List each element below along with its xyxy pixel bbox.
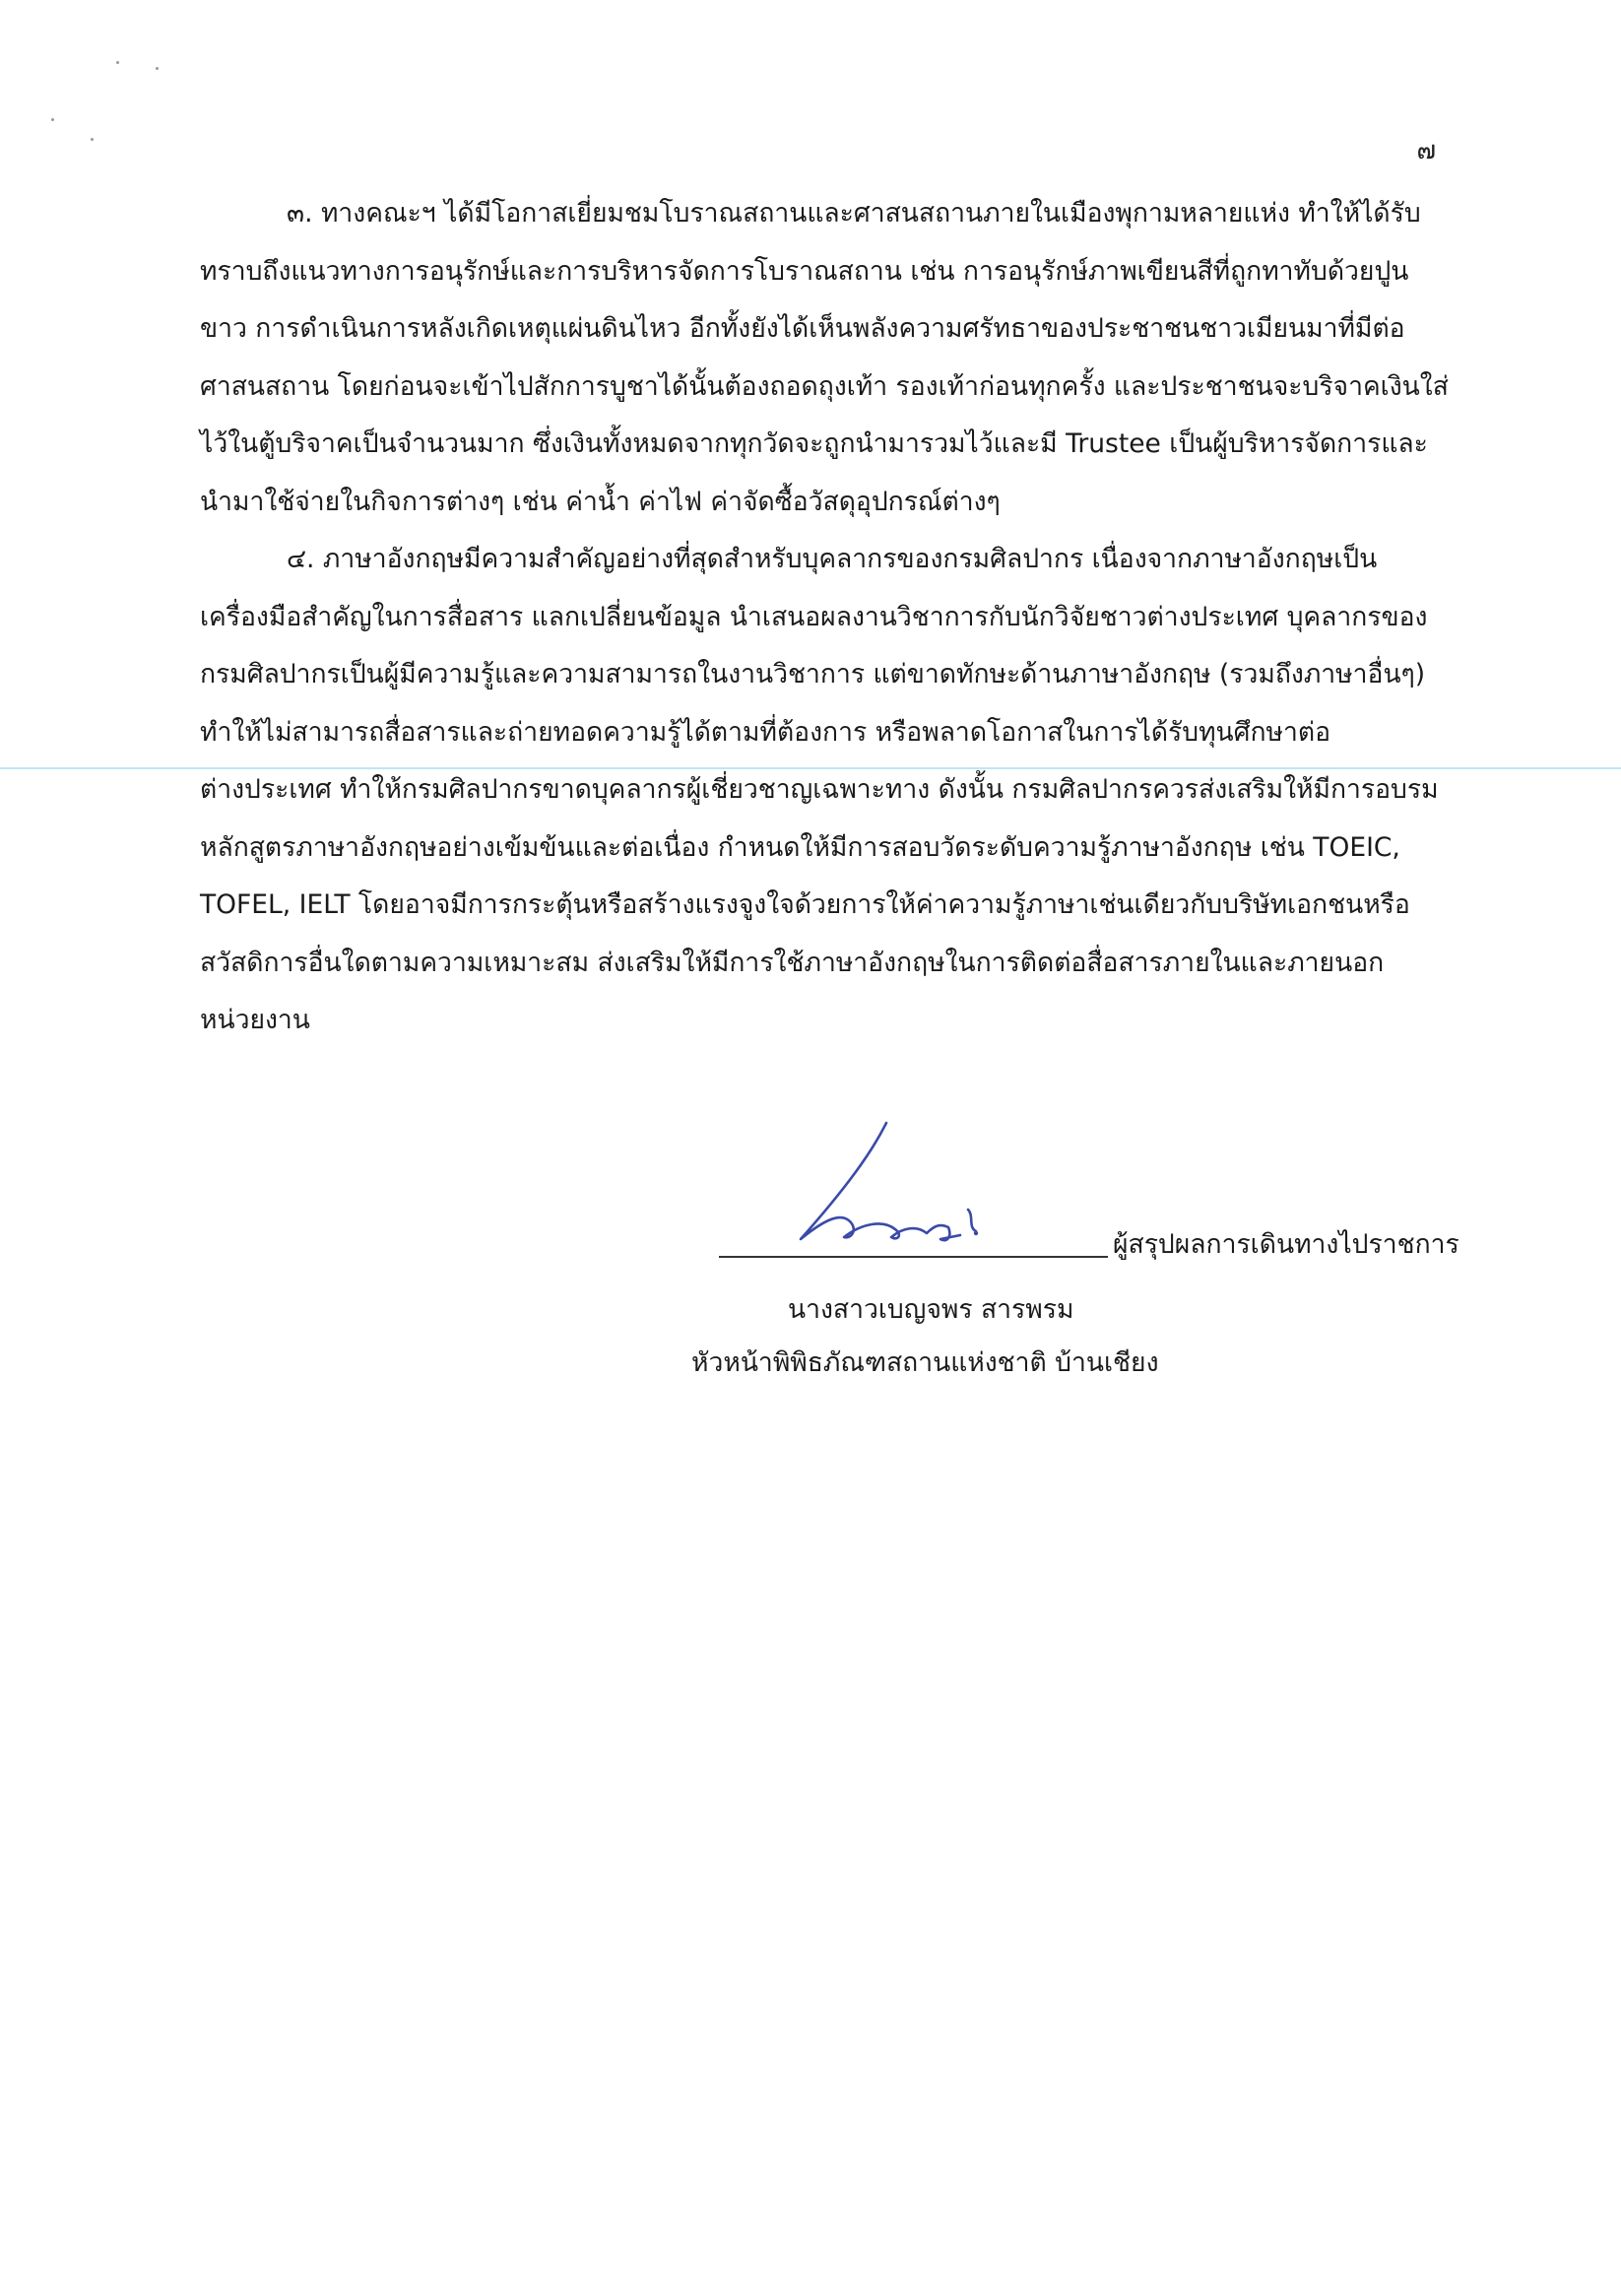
paragraph-3 (200, 185, 1470, 531)
signer-role: ผู้สรุปผลการเดินทางไปราชการ (1113, 1229, 1459, 1260)
body-text (200, 185, 1470, 1050)
scan-speck (51, 118, 54, 121)
text-line: ทำให้ไม่สามารถสื่อสารและถ่ายทอดความรู้ได้ตามที่ต้องการ หรือพลาดโอกาสในการได้รับทุนศึกษาต่อ (200, 716, 1331, 748)
signature-block (691, 1113, 1497, 1409)
signer-position: หัวหน้าพิพิธภัณฑสถานแห่งชาติ บ้านเชียง (691, 1347, 1159, 1378)
text-line: กรมศิลปากรเป็นผู้มีความรู้และความสามารถในงานวิชาการ แต่ขาดทักษะด้านภาษาอังกฤษ (รวมถึงภาษาอื่นๆ) (200, 659, 1426, 689)
text-line: ขาว การดำเนินการหลังเกิดเหตุแผ่นดินไหว อีกทั้งยังได้เห็นพลังความศรัทธาของประชาชนชาวเมียนมาที่มีต่อ (200, 313, 1405, 344)
handwritten-signature (793, 1113, 1029, 1261)
text-line: ต่างประเทศ ทำให้กรมศิลปากรขาดบุคลากรผู้เชี่ยวชาญเฉพาะทาง ดังนั้น กรมศิลปากรควรส่งเสริมให้มีการอบรม (200, 774, 1439, 805)
text-line: นำมาใช้จ่ายในกิจการต่างๆ เช่น ค่าน้ำ ค่าไฟ ค่าจัดซื้อวัสดุอุปกรณ์ต่างๆ (200, 486, 1001, 517)
scan-speck (91, 138, 94, 141)
text-line: ๔. ภาษาอังกฤษมีความสำคัญอย่างที่สุดสำหรับบุคลากรของกรมศิลปากร เนื่องจากภาษาอังกฤษเป็น (287, 544, 1378, 574)
text-line: หน่วยงาน (200, 1005, 310, 1035)
text-line: TOFEL, IELT โดยอาจมีการกระตุ้นหรือสร้างแรงจูงใจด้วยการให้ค่าความรู้ภาษาเช่นเดียวกับบริษัทเอกชนหรือ (200, 889, 1410, 920)
text-line: ไว้ในตู้บริจาคเป็นจำนวนมาก ซึ่งเงินทั้งหมดจากทุกวัดจะถูกนำมารวมไว้และมี Trustee เป็นผู้บริหารจัดการและ (200, 428, 1428, 459)
scan-speck (116, 61, 119, 64)
page-number: ๗ (1416, 136, 1436, 165)
signer-name: นางสาวเบญจพร สารพรม (788, 1294, 1074, 1325)
text-line: ศาสนสถาน โดยก่อนจะเข้าไปสักการบูชาได้นั้นต้องถอดถุงเท้า รองเท้าก่อนทุกครั้ง และประชาชนจะบริจาคเงินใส่ (200, 370, 1449, 402)
scan-speck (156, 67, 159, 70)
signature-line (719, 1256, 1108, 1258)
text-line: ทราบถึงแนวทางการอนุรักษ์และการบริหารจัดการโบราณสถาน เช่น การอนุรักษ์ภาพเขียนสีที่ถูกทาทับด้วยปูน (200, 255, 1409, 287)
text-line: ๓. ทางคณะฯ ได้มีโอกาสเยี่ยมชมโบราณสถานและศาสนสถานภายในเมืองพุกามหลายแห่ง ทำให้ได้รับ (287, 198, 1421, 229)
paragraph-4 (200, 531, 1470, 1050)
text-line: เครื่องมือสำคัญในการสื่อสาร แลกเปลี่ยนข้อมูล นำเสนอผลงานวิชาการกับนักวิจัยชาวต่างประเทศ บุคลากรของ (200, 601, 1428, 632)
text-line: สวัสดิการอื่นใดตามความเหมาะสม ส่งเสริมให้มีการใช้ภาษาอังกฤษในการติดต่อสื่อสารภายในและภายนอก (200, 947, 1385, 978)
text-line: หลักสูตรภาษาอังกฤษอย่างเข้มข้นและต่อเนื่อง กำหนดให้มีการสอบวัดระดับความรู้ภาษาอังกฤษ เช่น TOEIC, (200, 831, 1400, 863)
